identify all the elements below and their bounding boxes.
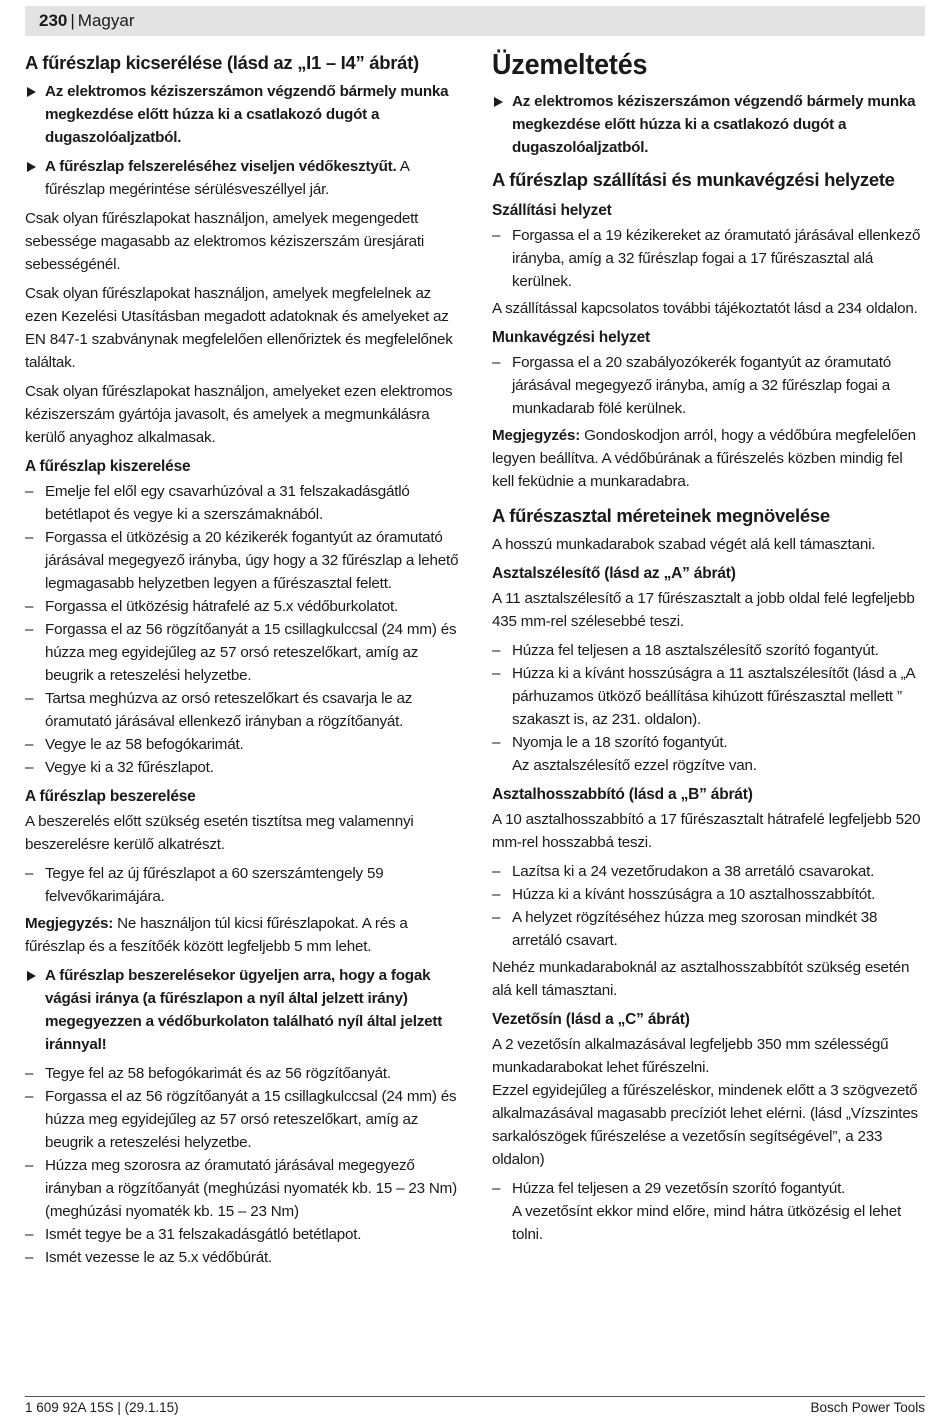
list-item: – Forgassa el az 56 rögzítőanyát a 15 csillagkulccsal (24 mm) és húzza meg egyidejűleg az 57 orsó reteszelőkart, amíg az beugrik a reteszelési helyzetbe. [25,618,462,687]
note-blade-size: Megjegyzés: Ne használjon túl kicsi fűrészlapokat. A rés a fűrészlap és a feszítőék között legfeljebb 5 mm lehet. [25,915,408,955]
heading-work-position: Munkavégzési helyzet [492,329,650,346]
list-item: – Forgassa el a 20 szabályozókerék fogantyút az óramutató járásával megegyező irányba, amíg a 32 fűrészlap fogai a munkadarab fölé kerülnek. [492,351,925,420]
warning-direction: A fűrészlap beszerelésekor ügyeljen arra, hogy a fogak vágási iránya (a fűrészlapon a nyíl által jelzett irány) megegyezzen a védőburkolaton található nyíl által jelzett iránnyal! [25,964,462,1056]
right-column [492,48,925,1246]
list-item: – Húzza ki a kívánt hosszúságra a 10 asztalhosszabbítót. [492,883,925,906]
page-header [25,6,925,36]
section-title-operation: Üzemeltetés [492,49,648,81]
paragraph-length: A 10 asztalhosszabbító a 17 fűrészasztalt hátrafelé legfeljebb 520 mm-rel hosszabbá teszi. [492,811,921,851]
list-item: – Húzza meg szorosra az óramutató járásával megegyező irányban a rögzítőanyát (meghúzási nyomaték kb. 15 – 23 Nm) (meghúzási nyomaték kb. 15 – 23 Nm) [25,1154,462,1223]
list-item: – Tegye fel az 58 befogókarimát és az 56 rögzítőanyát. [25,1062,462,1085]
heading-extend-table: A fűrészasztal méreteinek megnövelése [492,505,830,526]
list-item: – Forgassa el ütközésig a 20 kézikerék fogantyút az óramutató járásával megegyező irányba, úgy hogy a 32 fűrészlap a lehető legmagasabb helyzetben legyen a fűrészasztal felett. [25,526,462,595]
list-item: – Lazítsa ki a 24 vezetőrudakon a 38 arretáló csavarokat. [492,860,925,883]
list-item: – Tegye fel az új fűrészlapot a 60 szerszámtengely 59 felvevőkarimájára. [25,862,462,908]
list-item: – Forgassa el ütközésig hátrafelé az 5.x védőburkolatot. [25,595,462,618]
page-number: 230 | Magyar [39,11,135,30]
footer-divider [25,1396,925,1397]
header-language: Magyar [77,11,135,30]
note-guard: Megjegyzés: Gondoskodjon arról, hogy a védőbúra megfelelően legyen beállítva. A védőbúrának a fűrészelés közben mindig fel kell feküdnie a munkaradabra. [492,427,916,490]
list-item: – Nyomja le a 18 szorító fogantyút. [492,731,925,754]
list-item: – A helyzet rögzítéséhez húzza meg szorosan mindkét 38 arretáló csavart. [492,906,925,952]
heading-table-length: Asztalhosszabbító (lásd a „B” ábrát) [492,786,753,803]
list-item: – Vegye le az 58 befogókarimát. [25,733,462,756]
warning-unplug: Az elektromos kéziszerszámon végzendő bármely munka megkezdése előtt húzza ki a csatlakozó dugót a dugaszolóaljzatból. [25,80,462,149]
list-item: – Forgassa el a 19 kézikereket az óramutató járásával ellenkező irányba, amíg a 32 fűrészlap fogai a 17 fűrészasztal alá kerülnek. [492,224,925,293]
list-item-continuation: Az asztalszélesítő ezzel rögzítve van. [512,757,757,774]
section-title-blade-change: A fűrészlap kicserélése (lásd az „I1 – I4” ábrát) [25,52,419,73]
list-item: – Emelje fel elől egy csavarhúzóval a 31 felszakadásgátló betétlapot és vegye ki a szerszámaknából. [25,480,462,526]
paragraph-heavy: Nehéz munkadaraboknál az asztalhosszabbítót szükség esetén alá kell támasztani. [492,959,910,999]
footer-code: 1 609 92A 15S | (29.1.15) [25,1400,179,1415]
paragraph-rail-2: Ezzel egyidejűleg a fűrészeléskor, mindenek előtt a 3 szögvezető alkalmazásával magasabb precíziót lehet elérni. (lásd „Vízszintes sarkalószögek fűrészelése a vezetősín segítségével”, a 233 oldalon) [492,1082,918,1168]
list-item: – Forgassa el az 56 rögzítőanyát a 15 csillagkulccsal (24 mm) és húzza meg egyidejűleg az 57 orsó reteszelőkart, amíg az beugrik a reteszelési helyzetbe. [25,1085,462,1154]
left-column [25,48,462,1269]
heading-installation: A fűrészlap beszerelése [25,788,196,805]
paragraph-standard: Csak olyan fűrészlapokat használjon, amelyek megfelelnek az ezen Kezelési Utasításban megadott adatoknak és amelyeket az EN 847-1 szabványnak megfelelően ellenőriztek és megfelelőnek találtak. [25,285,453,371]
list-item: – Húzza fel teljesen a 18 asztalszélesítő szorító fogantyút. [492,639,925,662]
list-item: – Ismét vezesse le az 5.x védőbúrát. [25,1246,462,1269]
heading-transport: Szállítási helyzet [492,202,612,219]
paragraph-extend: A hosszú munkadarabok szabad végét alá kell támasztani. [492,536,876,553]
warning-gloves: A fűrészlap felszereléséhez viseljen védőkesztyűt. A fűrészlap megérintése sérülésveszéllyel jár. [25,155,462,201]
paragraph-speed: Csak olyan fűrészlapokat használjon, amelyek megengedett sebessége magasabb az elektromos kéziszerszám üresjárati sebességénél. [25,210,425,273]
paragraph-rail-1: A 2 vezetősín alkalmazásával legfeljebb 350 mm szélességű munkadarabokat lehet fűrészelni. [492,1036,889,1076]
heading-guide-rail: Vezetősín (lásd a „C” ábrát) [492,1011,690,1028]
heading-positions: A fűrészlap szállítási és munkavégzési helyzete [492,169,895,190]
list-item-continuation: A vezetősínt ekkor mind előre, mind hátra ütközésig el lehet tolni. [512,1203,901,1243]
paragraph-width: A 11 asztalszélesítő a 17 fűrészasztalt a jobb oldal felé legfeljebb 435 mm-rel szélesebbé teszi. [492,590,915,630]
paragraph-cleaning: A beszerelés előtt szükség esetén tisztítsa meg valamennyi beszerelésre kerülő alkatrészt. [25,813,414,853]
heading-table-width: Asztalszélesítő (lásd az „A” ábrát) [492,565,736,582]
warning-unplug-operation: Az elektromos kéziszerszámon végzendő bármely munka megkezdése előtt húzza ki a csatlakozó dugót a dugaszolóaljzatból. [492,90,925,159]
paragraph-recommended: Csak olyan fűrészlapokat használjon, amelyeket ezen elektromos kéziszerszám gyártója javasolt, és amelyek a megmunkálásra kerülő anyaghoz alkalmasak. [25,383,453,446]
list-item: – Húzza fel teljesen a 29 vezetősín szorító fogantyút. [492,1177,925,1200]
list-item: – Ismét tegye be a 31 felszakadásgátló betétlapot. [25,1223,462,1246]
list-item: – Húzza ki a kívánt hosszúságra a 11 asztalszélesítőt (lásd a „A párhuzamos ütköző beállítása kihúzott fűrészasztal mellett ” szakaszt is, az 231. oldalon). [492,662,925,731]
heading-removal: A fűrészlap kiszerelése [25,458,191,475]
paragraph-transport: A szállítással kapcsolatos további tájékoztatót lásd a 234 oldalon. [492,300,918,317]
list-item: – Tartsa meghúzva az orsó reteszelőkart és csavarja le az óramutató járásával ellenkező irányban a rögzítőanyát. [25,687,462,733]
list-item: – Vegye ki a 32 fűrészlapot. [25,756,462,779]
footer-brand: Bosch Power Tools [810,1400,925,1415]
